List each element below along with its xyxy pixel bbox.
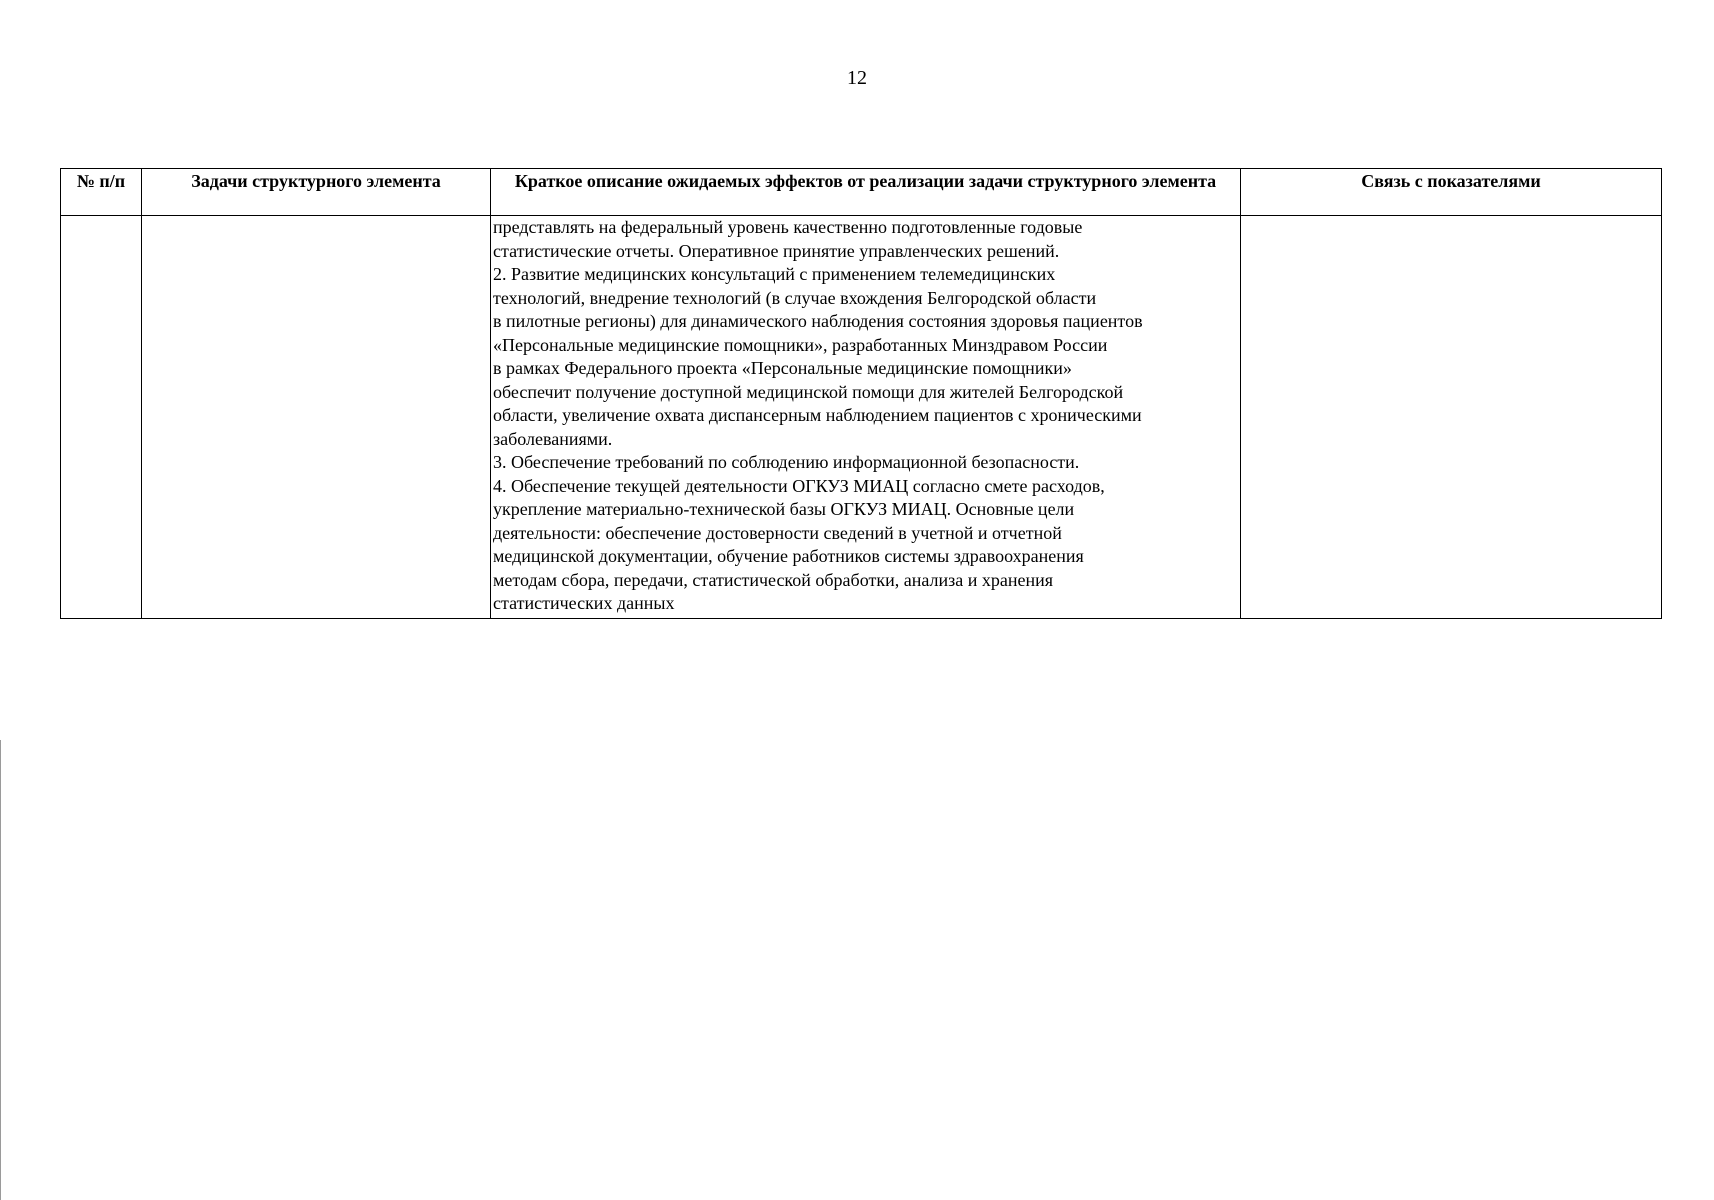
document-table <box>60 168 1662 619</box>
description-line: заболеваниями. <box>493 428 613 449</box>
cell-task <box>142 216 491 619</box>
description-line: представлять на федеральный уровень качественно подготовленные годовые <box>493 217 1083 237</box>
description-line: статистических данных <box>493 593 675 613</box>
header-tasks: Задачи структурного элемента <box>142 169 491 216</box>
description-line: укрепление материально-технической базы ОГКУЗ МИАЦ. Основные цели <box>493 499 1075 519</box>
description-line: 3. Обеспечение требований по соблюдению информационной безопасности. <box>493 452 1080 472</box>
header-indicators: Связь с показателями <box>1241 169 1662 216</box>
header-number: № п/п <box>61 169 142 216</box>
page-number: 12 <box>847 67 867 89</box>
cell-description <box>491 216 1241 619</box>
header-description: Краткое описание ожидаемых эффектов от реализации задачи структурного элемента <box>491 169 1241 216</box>
description-line: «Персональные медицинские помощники», разработанных Минздравом России <box>493 334 1108 355</box>
description-line: в рамках Федерального проекта «Персональные медицинские помощники» <box>493 358 1072 378</box>
description-line: статистические отчеты. Оперативное принятие управленческих решений. <box>493 240 1060 261</box>
table-header-row <box>61 169 1662 216</box>
cell-indicators <box>1241 216 1662 619</box>
scan-edge-line <box>0 740 1 1200</box>
description-line: в пилотные регионы) для динамического наблюдения состояния здоровья пациентов <box>493 311 1143 331</box>
description-line: 2. Развитие медицинских консультаций с применением телемедицинских <box>493 264 1056 284</box>
description-line: обеспечит получение доступной медицинской помощи для жителей Белгородской <box>493 381 1124 402</box>
description-line: 4. Обеспечение текущей деятельности ОГКУЗ МИАЦ согласно смете расходов, <box>493 475 1105 496</box>
table-row <box>61 216 1662 619</box>
description-line: методам сбора, передачи, статистической обработки, анализа и хранения <box>493 569 1053 590</box>
description-line: деятельности: обеспечение достоверности сведений в учетной и отчетной <box>493 522 1062 543</box>
description-line: области, увеличение охвата диспансерным наблюдением пациентов с хроническими <box>493 405 1142 425</box>
description-line: медицинской документации, обучение работников системы здравоохранения <box>493 546 1084 566</box>
description-line: технологий, внедрение технологий (в случае вхождения Белгородской области <box>493 287 1097 308</box>
cell-number <box>61 216 142 619</box>
